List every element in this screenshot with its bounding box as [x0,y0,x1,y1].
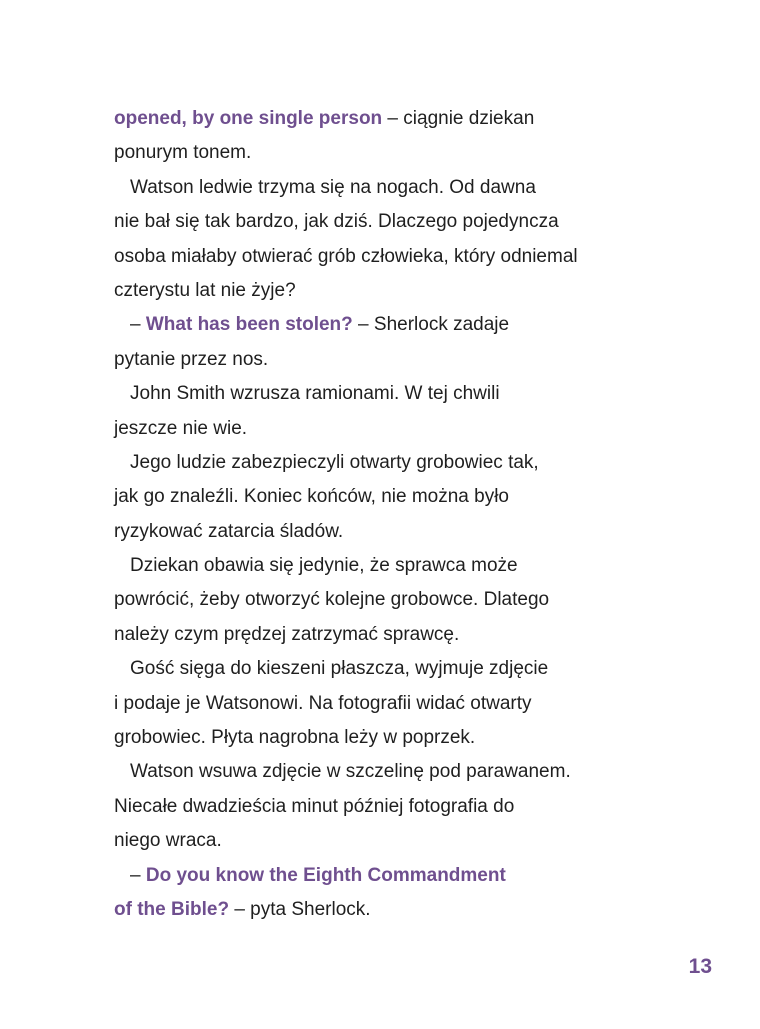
english-phrase: What has been stolen? [145,314,353,336]
text-line [114,136,714,170]
polish-text: ponurym tonem. [114,142,252,164]
text-line [114,583,714,617]
polish-text: jak go znaleźli. Koniec końców, nie można było [114,486,510,508]
polish-text: – ciągnie dziekan [382,108,535,129]
page-text [114,102,714,927]
polish-text: i podaje je Watsonowi. Na fotografii widać otwarty [114,692,532,714]
text-line [114,480,714,514]
text-line [114,893,714,927]
english-phrase: opened, by one single person [114,108,383,129]
polish-text: Jego ludzie zabezpieczyli otwarty grobowiec tak, [130,451,539,473]
english-phrase: Do you know the Eighth Commandment [145,864,506,886]
polish-text: osoba miałaby otwierać grób człowieka, który odniemal [114,245,578,267]
text-line [114,790,714,824]
text-line [114,343,714,377]
page-number: 13 [688,955,712,978]
text-line [114,824,714,858]
polish-text: niego wraca. [114,830,222,852]
text-line [114,274,714,308]
text-line [114,721,714,755]
polish-text: czterystu lat nie żyje? [114,279,296,301]
polish-text: Dziekan obawia się jedynie, że sprawca może [130,555,518,577]
polish-text: – pyta Sherlock. [229,898,371,920]
dash: – [130,864,146,886]
polish-text: – Sherlock zadaje [352,314,510,336]
polish-text: ryzykować zatarcia śladów. [114,520,344,542]
paragraph-start [114,755,714,789]
polish-text: Watson ledwie trzyma się na nogach. Od dawna [130,176,536,198]
text-line [114,205,714,239]
text-line [114,515,714,549]
paragraph-start [114,171,714,205]
dialogue-line [114,859,714,893]
text-line [114,240,714,274]
polish-text: jeszcze nie wie. [114,417,248,439]
polish-text: Watson wsuwa zdjęcie w szczelinę pod parawanem. [130,761,571,783]
paragraph-start [114,446,714,480]
text-line [114,687,714,721]
polish-text: nie bał się tak bardzo, jak dziś. Dlaczego pojedyncza [114,211,559,233]
paragraph-start [114,377,714,411]
text-line [114,412,714,446]
paragraph-start [114,652,714,686]
polish-text: należy czym prędzej zatrzymać sprawcę. [114,623,460,645]
polish-text: John Smith wzrusza ramionami. W tej chwili [130,383,500,405]
dash: – [130,314,146,336]
polish-text: grobowiec. Płyta nagrobna leży w poprzek. [114,727,476,749]
polish-text: powrócić, żeby otworzyć kolejne grobowce. Dlatego [114,589,550,611]
polish-text: Niecałe dwadzieścia minut później fotografia do [114,795,515,817]
text-line [114,102,714,136]
polish-text: Gość sięga do kieszeni płaszcza, wyjmuje zdjęcie [130,658,549,680]
text-line [114,618,714,652]
dialogue-line [114,308,714,342]
english-phrase: of the Bible? [114,898,230,920]
polish-text: pytanie przez nos. [114,348,269,370]
paragraph-start [114,549,714,583]
